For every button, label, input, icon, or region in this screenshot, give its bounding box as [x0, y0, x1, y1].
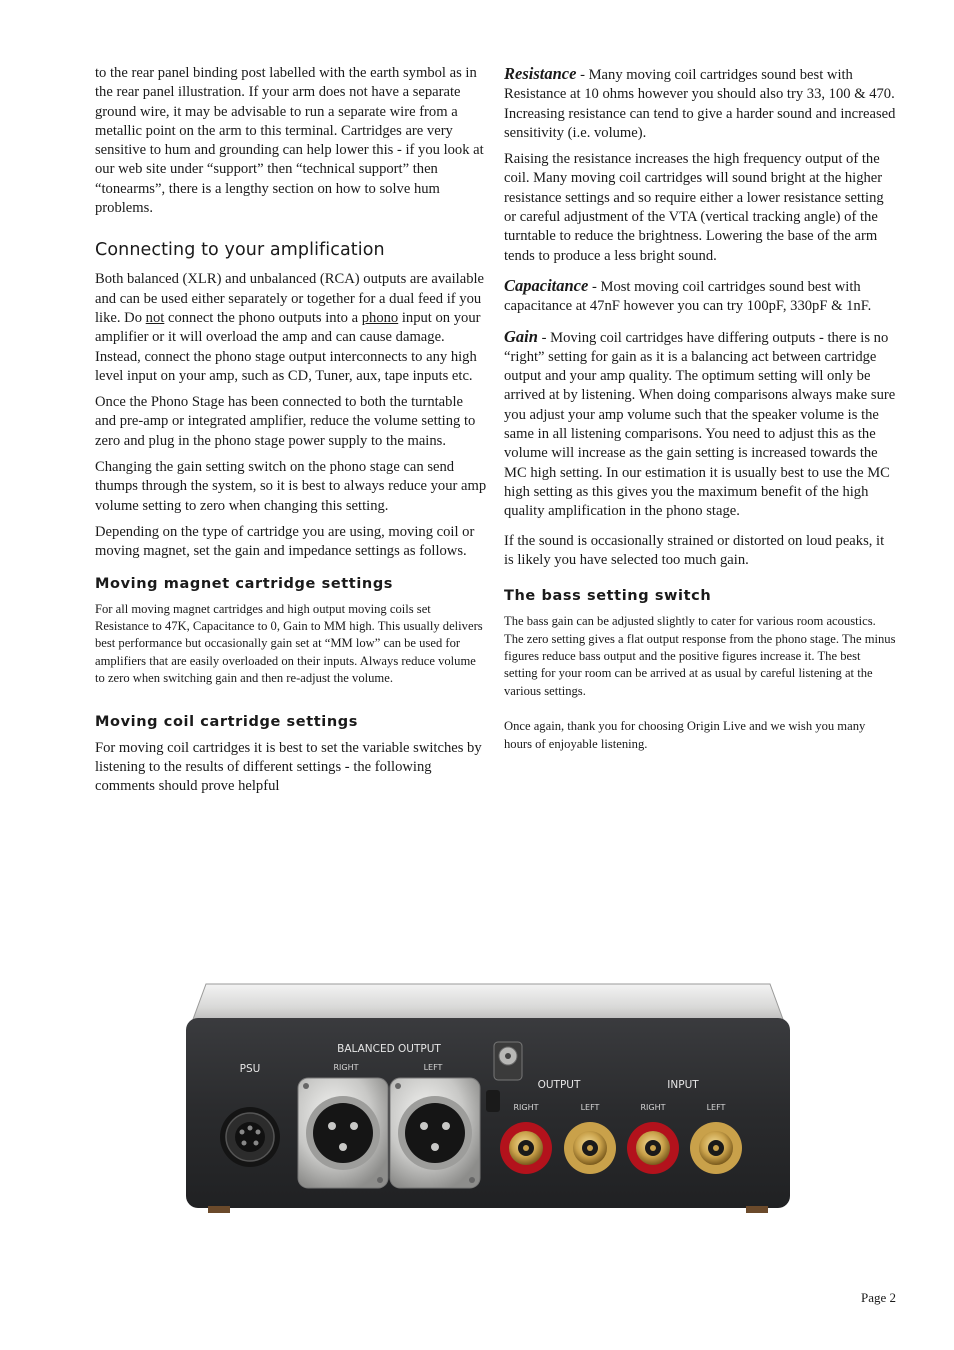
capacitance-paragraph: Capacitance - Most moving coil cartridges sound best with capacitance at 47nF however you can try 100pF, 330pF & 1nF. [504, 275, 872, 315]
case-lid [192, 984, 784, 1022]
heading-bass-switch: The bass setting switch [504, 588, 712, 605]
psu-socket[interactable] [220, 1107, 280, 1167]
bass-paragraph: The bass gain can be adjusted slightly to cater for various room acoustics. The zero setting gives a flat output response from the phono stage. The minus figures reduce bass output and the positive figures increase it. The best setting for your room can be arrived at as usual by careful listening at the various settings. [504, 614, 896, 698]
heading-connecting: Connecting to your amplification [95, 240, 385, 261]
connecting-paragraph-3: Changing the gain setting switch on the phono stage can send thumps through the system, so it is best to always reduce your amp volume setting to zero when changing this setting. [95, 459, 487, 514]
label-xlr-right: RIGHT [333, 1063, 359, 1072]
heading-moving-magnet: Moving magnet cartridge settings [95, 575, 394, 592]
resistance-paragraph: Resistance - Many moving coil cartridges sound best with Resistance at 10 ohms however you should also try 33, 100 & 470. Increasing resistance can tend to give a harder sound and increased sensitivity (i.e. volume). [504, 64, 896, 141]
label-out-left: LEFT [580, 1103, 600, 1112]
label-psu: PSU [239, 1063, 261, 1075]
left-column [95, 64, 487, 803]
foot-left [208, 1206, 230, 1213]
emphasis-phono: phono [361, 309, 399, 326]
xlr-right-connector[interactable] [298, 1078, 388, 1188]
connecting-paragraph-4: Depending on the type of cartridge you are using, moving coil or moving magnet, set the gain and impedance settings as follows. [95, 523, 475, 560]
rear-panel-illustration [186, 982, 790, 1214]
label-balanced-output: BALANCED OUTPUT [337, 1043, 441, 1055]
rear-panel-svg [186, 982, 790, 1214]
xlr-left-connector[interactable] [390, 1078, 480, 1188]
gain-paragraph: Gain - Moving coil cartridges have differing outputs - there is no “right” setting for gain as it is a balancing act between cartridge output and your amp quality. The optimum setting will only be arrived at by listening. When doing comparisons always make sure you adjust your amp volume such that the speaker volume is the same in all listening comparisons. You need to adjust this as the volume will increase as the gain setting is increased towards the MC high setting. In our estimation it is usually best to use the MC high setting as this gives you the maximum benefit of the high quality amplification in the phono stage. [504, 326, 896, 520]
term-resistance: Resistance [504, 64, 577, 83]
label-in-left: LEFT [706, 1103, 726, 1112]
panel-face [186, 1018, 790, 1208]
rca-input-right[interactable] [627, 1122, 679, 1174]
page-number: Page 2 [860, 1290, 896, 1305]
label-xlr-left: LEFT [423, 1063, 443, 1072]
rca-output-left[interactable] [564, 1122, 616, 1174]
label-output: OUTPUT [537, 1079, 581, 1091]
emphasis-not: not [145, 309, 165, 326]
intro-paragraph: to the rear panel binding post labelled with the earth symbol as in the rear panel illustration. If your arm does not have a separate ground wire, it may be advisable to run a separate wire from a metallic point on the arm to this terminal. Cartridges are very sensitive to hum and grounding can help lower this - if you look at our web site under “support” then “technical support” then “tonearms”, there is a lengthy section on how to solve hum problems. [95, 65, 484, 217]
term-gain: Gain [504, 326, 538, 346]
rca-output-right[interactable] [500, 1122, 552, 1174]
heading-moving-coil: Moving coil cartridge settings [95, 713, 358, 730]
connecting-paragraph-2: Once the Phono Stage has been connected to both the turntable and pre-amp or integrated amplifier, reduce the volume setting to zero and plug in the phono stage power supply to the mains. [95, 394, 476, 449]
thanks-paragraph: Once again, thank you for choosing Origin Live and we wish you many hours of enjoyable listening. [504, 719, 866, 751]
foot-right [746, 1206, 768, 1213]
right-column [504, 64, 896, 759]
label-out-right: RIGHT [513, 1103, 539, 1112]
raising-resistance-paragraph: Raising the resistance increases the high frequency output of the coil. Many moving coil cartridges will sound bright at the higher resistance settings and so require either a lower resistance setting or careful adjustment of the VTA (vertical tracking angle) of the turntable to reduce the brightness. Lowering the base of the arm tends to produce a less bright sound. [504, 151, 884, 264]
term-capacitance: Capacitance [504, 275, 589, 295]
moving-magnet-paragraph: For all moving magnet cartridges and high output moving coils set Resistance to 47K, Capacitance to 0, Gain to MM high. This usually delivers best performance but occasionally gain set at “MM low” can be used for amplifiers that are easily overloaded on their inputs. Always reduce volume to zero when switching gain and then re-adjust the volume. [95, 601, 483, 686]
rca-input-left[interactable] [690, 1122, 742, 1174]
label-in-right: RIGHT [640, 1103, 666, 1112]
strained-paragraph: If the sound is occasionally strained or distorted on loud peaks, it is likely you have selected too much gain. [504, 532, 885, 568]
connecting-paragraph-1: Both balanced (XLR) and unbalanced (RCA) outputs are available and can be used either separately or together for a dual feed if you like. Do not connect the phono outputs into a phono input on your amplifier or it will overload the amp and can cause damage. Instead, connect the phono stage output interconnects to any high level input on your amp, such as CD, Tuner, aux, tape inputs etc. [95, 271, 485, 384]
moving-coil-paragraph: For moving coil cartridges it is best to set the variable switches by listening to the results of different settings - the following comments should prove helpful [95, 739, 482, 795]
label-input: INPUT [667, 1079, 699, 1091]
